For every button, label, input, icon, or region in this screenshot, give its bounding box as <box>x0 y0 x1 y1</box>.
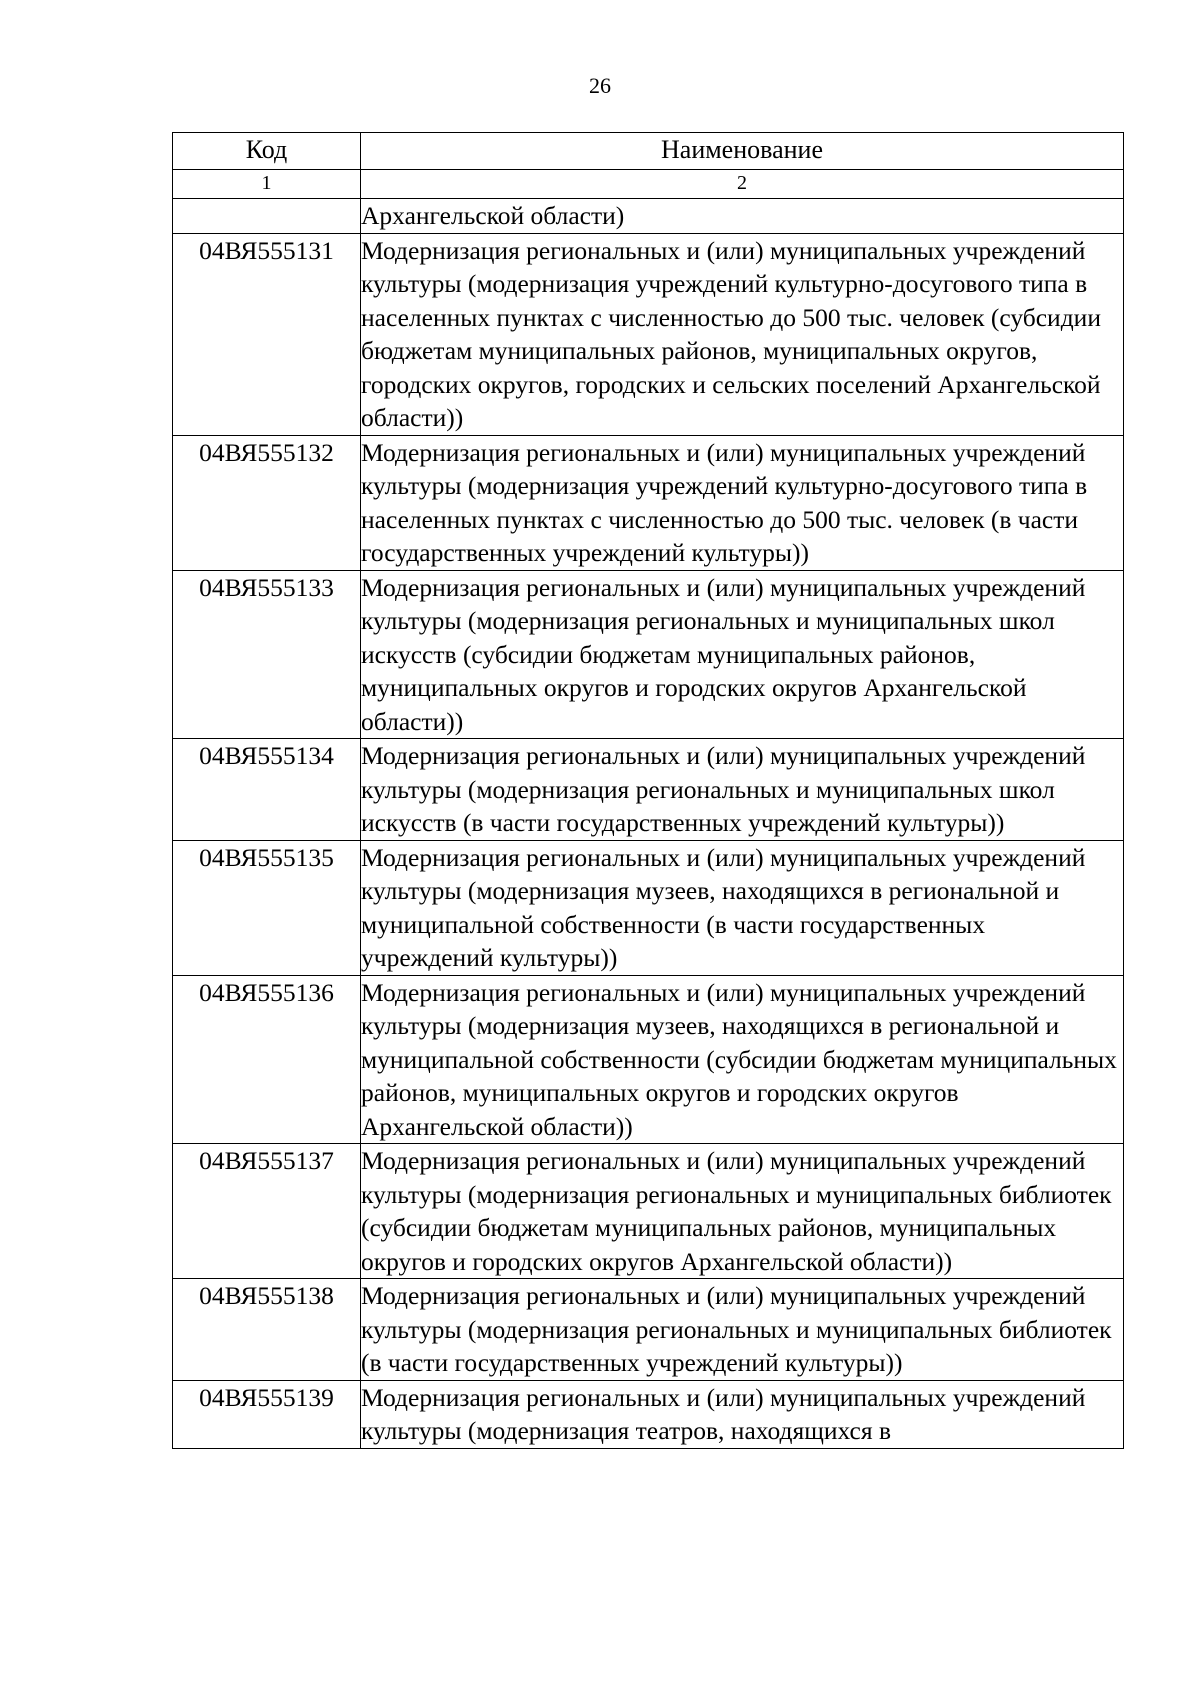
row-name: Модернизация региональных и (или) муниципальных учреждений культуры (модернизация региональных и муниципальных библиотек (субсидии бюджетам муниципальных районов, муниципальных округов и городских округов Архангельской области)) <box>361 1144 1124 1279</box>
row-code: 04ВЯ555131 <box>173 233 361 435</box>
table-row <box>173 975 1124 1144</box>
table-row <box>173 840 1124 975</box>
row-name: Архангельской области) <box>361 199 1124 234</box>
row-code: 04ВЯ555132 <box>173 435 361 570</box>
table-row <box>173 199 1124 234</box>
row-name: Модернизация региональных и (или) муниципальных учреждений культуры (модернизация театров, находящихся в <box>361 1380 1124 1448</box>
row-code <box>173 199 361 234</box>
row-name: Модернизация региональных и (или) муниципальных учреждений культуры (модернизация учреждений культурно-досугового типа в населенных пунктах с численностью до 500 тыс. человек (в части государственных учреждений культуры)) <box>361 435 1124 570</box>
row-code: 04ВЯ555135 <box>173 840 361 975</box>
row-name: Модернизация региональных и (или) муниципальных учреждений культуры (модернизация музеев, находящихся в региональной и муниципальной собственности (в части государственных учреждений культуры)) <box>361 840 1124 975</box>
column-number-name: 2 <box>361 170 1124 199</box>
table-row <box>173 1279 1124 1381</box>
code-name-table <box>172 132 1124 1449</box>
row-name: Модернизация региональных и (или) муниципальных учреждений культуры (модернизация учреждений культурно-досугового типа в населенных пунктах с численностью до 500 тыс. человек (субсидии бюджетам муниципальных районов, муниципальных округов, городских округов, городских и сельских поселений Архангельской области)) <box>361 233 1124 435</box>
table-row <box>173 233 1124 435</box>
row-name: Модернизация региональных и (или) муниципальных учреждений культуры (модернизация региональных и муниципальных школ искусств (в части государственных учреждений культуры)) <box>361 739 1124 841</box>
row-code: 04ВЯ555136 <box>173 975 361 1144</box>
column-number-code: 1 <box>173 170 361 199</box>
row-code: 04ВЯ555133 <box>173 570 361 739</box>
header-code: Код <box>173 133 361 170</box>
table-row <box>173 435 1124 570</box>
table-row <box>173 570 1124 739</box>
table-row <box>173 739 1124 841</box>
row-code: 04ВЯ555134 <box>173 739 361 841</box>
table-header-row <box>173 133 1124 170</box>
row-name: Модернизация региональных и (или) муниципальных учреждений культуры (модернизация региональных и муниципальных школ искусств (субсидии бюджетам муниципальных районов, муниципальных округов и городских округов Архангельской области)) <box>361 570 1124 739</box>
row-name: Модернизация региональных и (или) муниципальных учреждений культуры (модернизация региональных и муниципальных библиотек (в части государственных учреждений культуры)) <box>361 1279 1124 1381</box>
row-code: 04ВЯ555138 <box>173 1279 361 1381</box>
table-row <box>173 1380 1124 1448</box>
row-code: 04ВЯ555137 <box>173 1144 361 1279</box>
table-row <box>173 1144 1124 1279</box>
page-number: 26 <box>589 73 611 98</box>
header-name: Наименование <box>361 133 1124 170</box>
column-number-row <box>173 170 1124 199</box>
row-name: Модернизация региональных и (или) муниципальных учреждений культуры (модернизация музеев, находящихся в региональной и муниципальной собственности (субсидии бюджетам муниципальных районов, муниципальных округов и городских округов Архангельской области)) <box>361 975 1124 1144</box>
row-code: 04ВЯ555139 <box>173 1380 361 1448</box>
